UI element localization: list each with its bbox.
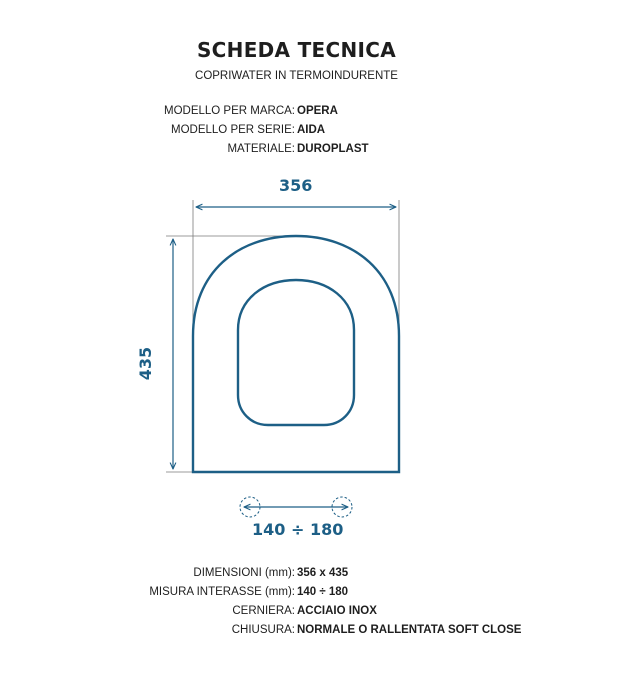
spec-row-interaxis <box>0 586 627 602</box>
spec-label: MODELLO PER SERIE: <box>171 124 295 136</box>
spec-row-dimensions <box>0 567 627 583</box>
spec-row-closure <box>0 624 627 640</box>
spec-label: CHIUSURA: <box>231 624 295 636</box>
spec-value: 140 ÷ 180 <box>297 586 349 598</box>
width-label: 356 <box>279 176 313 195</box>
spec-row-hinge <box>0 605 627 621</box>
spec-value: NORMALE O RALLENTATA SOFT CLOSE <box>297 624 522 636</box>
spec-value: AIDA <box>297 124 326 136</box>
spec-label: MISURA INTERASSE (mm): <box>149 586 295 598</box>
spec-label: MATERIALE: <box>227 143 295 155</box>
spec-label: MODELLO PER MARCA: <box>164 105 295 117</box>
spec-value: ACCIAIO INOX <box>297 605 377 617</box>
height-label: 435 <box>136 346 156 381</box>
spec-value: DUROPLAST <box>297 143 369 155</box>
interaxis-label: 140 ÷ 180 <box>252 520 344 539</box>
spec-label: CERNIERA: <box>232 605 295 617</box>
seat-outline <box>193 236 399 472</box>
page-subtitle: COPRIWATER IN TERMOINDURENTE <box>195 70 398 82</box>
page-title: SCHEDA TECNICA <box>196 38 397 62</box>
spec-value: OPERA <box>297 105 338 117</box>
seat-opening <box>238 280 354 425</box>
spec-label: DIMENSIONI (mm): <box>193 567 295 579</box>
spec-value: 356 x 435 <box>297 567 349 579</box>
